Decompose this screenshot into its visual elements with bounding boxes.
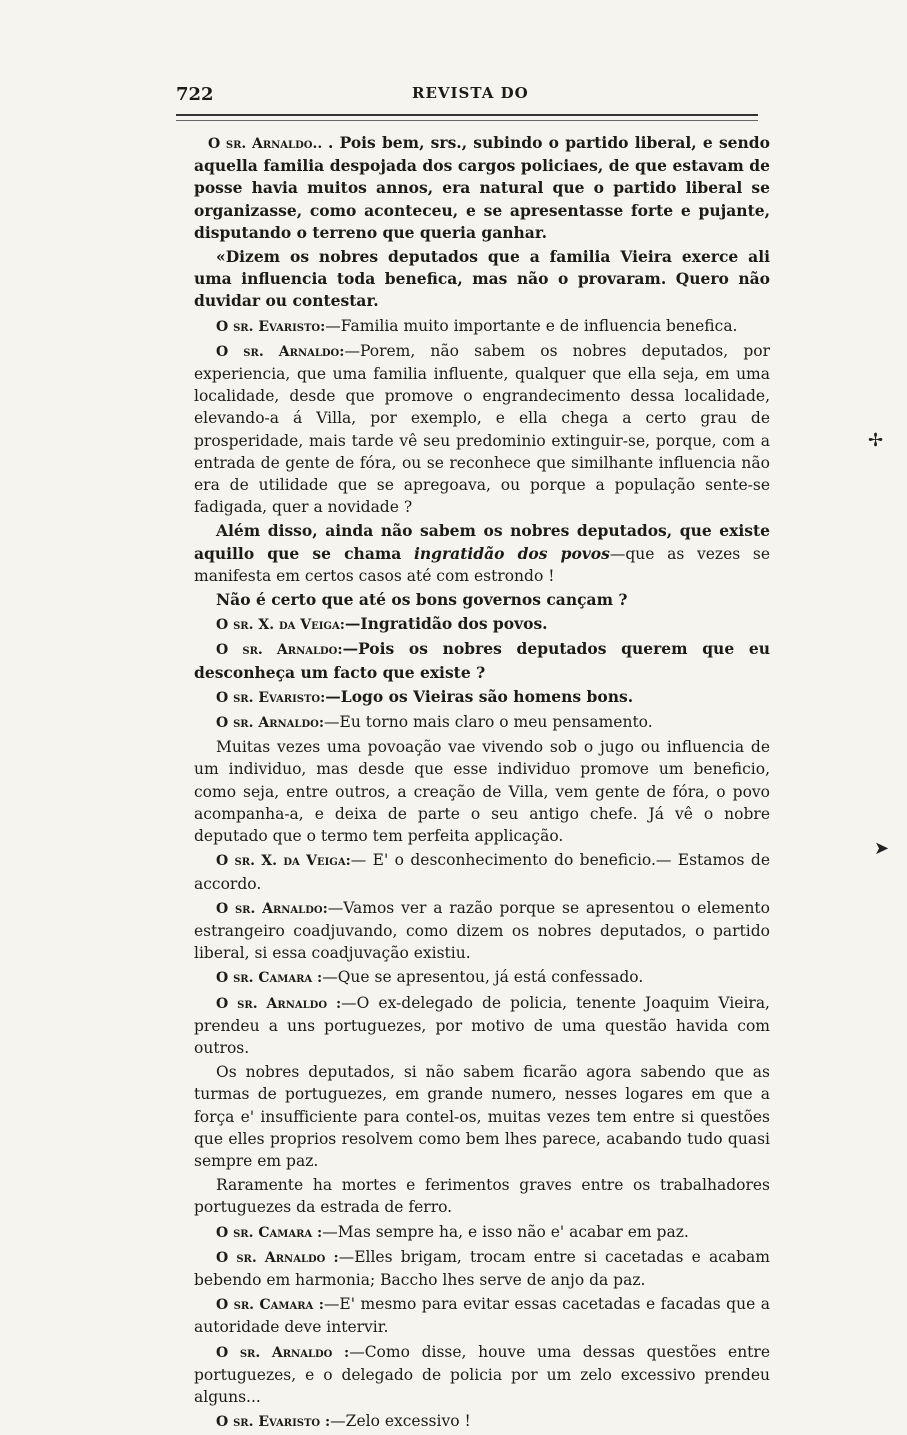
paragraph-text: Muitas vezes uma povoação vae vivendo sob o jugo ou influencia de um individuo, mas desde que esse individuo promove um beneficio, como seja, entre outros, a creação de Villa, vem gente de fóra, o povo acompanha-a, e deixa de parte o seu antigo chefe. Já vê o nobre deputado que o termo tem perfeita applicação. bbox=[194, 738, 770, 846]
paragraph-text: —Zelo excessivo ! bbox=[330, 1412, 471, 1431]
speaker-name: O sr. Camara : bbox=[216, 1297, 324, 1314]
speaker-name: O sr. X. da Veiga: bbox=[216, 617, 345, 634]
paragraph bbox=[194, 589, 770, 611]
paragraph-text: —Eu torno mais claro o meu pensamento. bbox=[324, 713, 653, 732]
paragraph bbox=[194, 1410, 770, 1433]
paragraph-text: «Dizem os nobres deputados que a familia Vieira exerce ali uma influencia toda benefica, mas não o provaram. Quero não duvidar ou contestar. bbox=[194, 247, 770, 311]
paragraph bbox=[194, 520, 770, 587]
speaker-name: O sr. Evaristo : bbox=[216, 1414, 331, 1431]
header-rule bbox=[176, 114, 758, 121]
paragraph bbox=[194, 132, 770, 244]
speaker-name: O sr. Arnaldo: bbox=[216, 343, 345, 360]
speaker-name: O sr. Arnaldo: bbox=[216, 715, 325, 732]
paragraph-text: —Familia muito importante e de influencia benefica. bbox=[325, 316, 738, 335]
paragraph bbox=[194, 966, 770, 989]
paragraph bbox=[194, 897, 770, 965]
speaker-name: O sr. X. da Veiga: bbox=[216, 853, 351, 870]
paragraph-text: —Logo os Vieiras são homens bons. bbox=[325, 686, 634, 706]
paragraph bbox=[194, 711, 770, 734]
paragraph-text: —Vamos ver a razão porque se apresentou o elemento estrangeiro coadjuvando, como dizem os nobres deputados, o partido liberal, si essa coadjuvação existiu. bbox=[194, 898, 770, 963]
paragraph-text: —Elles brigam, trocam entre si cacetadas e acabam bebendo em harmonia; Baccho lhes serve de anjo da paz. bbox=[194, 1247, 770, 1289]
speaker-name: O sr. Camara : bbox=[216, 970, 323, 987]
margin-arrow-icon: ➤ bbox=[874, 838, 890, 859]
paragraph-text: Além disso, ainda não sabem os nobres deputados, que existe aquillo que se chama bbox=[194, 521, 770, 563]
paragraph bbox=[194, 315, 770, 338]
paragraph bbox=[194, 992, 770, 1060]
paragraph bbox=[194, 1341, 770, 1409]
speaker-name: O sr. Arnaldo.. bbox=[208, 136, 323, 152]
paragraph-text: —Pois os nobres deputados querem que eu desconheça um facto que existe ? bbox=[194, 639, 770, 682]
paragraph bbox=[194, 1174, 770, 1218]
paragraph-text: — E' o desconhecimento do beneficio.— Estamos de accordo. bbox=[194, 851, 770, 893]
margin-mark-icon: ✢ bbox=[868, 430, 884, 451]
speaker-name: O sr. Arnaldo : bbox=[216, 1344, 350, 1361]
paragraph-text: . Pois bem, srs., subindo o partido liberal, e sendo aquella familia despojada dos cargos policiaes, de que estavam de posse havia muitos annos, era natural que o partido liberal se organizasse, como aconteceu, e se apresentasse forte e pujante, disputando o terreno que queria ganhar. bbox=[194, 133, 770, 242]
paragraph bbox=[194, 638, 770, 683]
paragraph-text: Raramente ha mortes e ferimentos graves entre os trabalhadores portuguezes da estrada de ferro. bbox=[194, 1176, 770, 1217]
paragraph bbox=[194, 736, 770, 847]
paragraph-text: —que as vezes se manifesta em certos casos até com estrondo ! bbox=[194, 544, 770, 585]
paragraph-text: Os nobres deputados, si não sabem ficarão agora sabendo que as turmas de portuguezes, em grande numero, nesses logares em que a força e' insufficiente para contel-os, muitas vezes tem entre si questões que elles proprios resolvem como bem lhes parece, acabando tudo quasi sempre em paz. bbox=[194, 1063, 770, 1170]
speaker-name: O sr. Arnaldo : bbox=[216, 995, 342, 1012]
speaker-name: O sr. Evaristo: bbox=[216, 689, 326, 706]
paragraph bbox=[194, 686, 770, 709]
paragraph bbox=[194, 340, 770, 519]
paragraph bbox=[194, 1293, 770, 1338]
paragraph-text: —Ingratidão dos povos. bbox=[344, 614, 548, 634]
speaker-name: O sr. Arnaldo : bbox=[216, 1249, 339, 1266]
paragraph-text: —E' mesmo para evitar essas cacetadas e facadas que a autoridade deve intervir. bbox=[194, 1295, 770, 1337]
speaker-name: O sr. Arnaldo: bbox=[216, 900, 328, 917]
speaker-name: O sr. Evaristo: bbox=[216, 318, 326, 335]
paragraph bbox=[194, 613, 770, 636]
page-number: 722 bbox=[176, 84, 214, 105]
paragraph-text: —O ex-delegado de policia, tenente Joaquim Vieira, prendeu a uns portuguezes, por motivo de uma questão havida com outros. bbox=[194, 993, 770, 1057]
speaker-name: O sr. Arnaldo: bbox=[216, 642, 343, 659]
paragraph-text: —Como disse, houve uma dessas questões entre portuguezes, e o delegado de policia por um zelo excessivo prendeu alguns... bbox=[194, 1342, 770, 1406]
body-text bbox=[194, 132, 770, 1435]
paragraph bbox=[194, 1246, 770, 1291]
paragraph bbox=[194, 1061, 770, 1172]
speaker-name: O sr. Camara : bbox=[216, 1224, 323, 1241]
paragraph bbox=[194, 849, 770, 894]
paragraph bbox=[194, 1221, 770, 1244]
paragraph-text: —Mas sempre ha, e isso não e' acabar em paz. bbox=[322, 1222, 689, 1241]
page-header bbox=[176, 84, 758, 110]
paragraph-text: —Porem, não sabem os nobres deputados, por experiencia, que uma familia influente, qualquer que ella seja, em uma localidade, desde que promove o engrandecimento dessa localidade, elevando-a á Villa, por exemplo, e ella chega a certo grau de prosperidade, mais tarde vê seu predominio extinguir-se, porque, com a entrada de gente de fóra, ou se reconhece que similhante influencia não era de utilidade que se apregoava, ou porque a população sente-se fadigada, quer a novidade ? bbox=[194, 341, 770, 517]
paragraph-text: —Que se apresentou, já está confessado. bbox=[322, 968, 644, 987]
running-title: REVISTA DO bbox=[412, 84, 529, 102]
paragraph bbox=[194, 246, 770, 313]
emphasis-text: ingratidão dos povos bbox=[413, 543, 610, 563]
paragraph-text: Não é certo que até os bons governos cançam ? bbox=[216, 590, 628, 610]
